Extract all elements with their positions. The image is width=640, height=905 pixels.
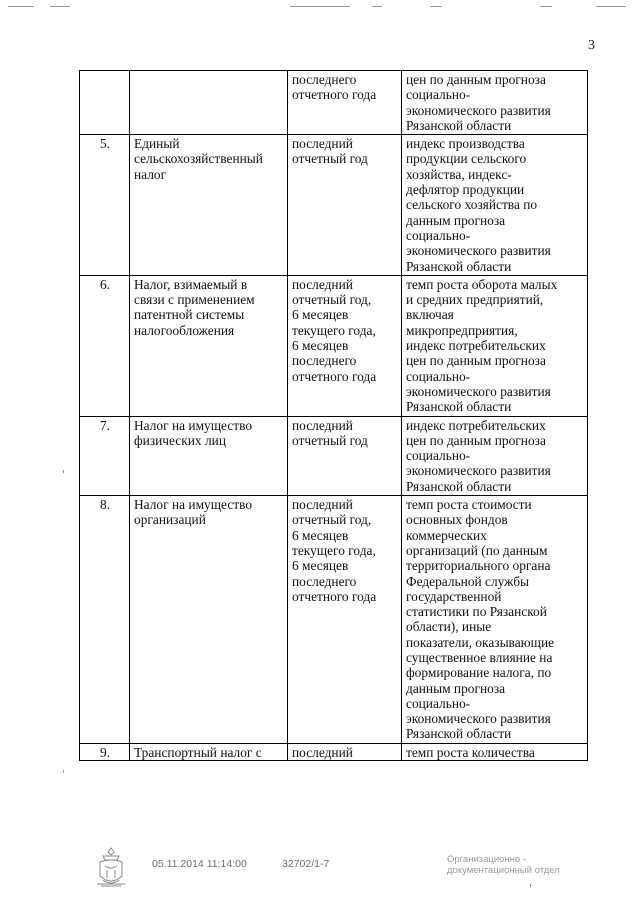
row-number-cell: 5.	[80, 135, 130, 276]
period-cell: последний отчетный год, 6 месяцев текущего года, 6 месяцев последнего отчетного года	[288, 275, 402, 416]
table-row	[80, 275, 588, 416]
row-number-cell: 8.	[80, 496, 130, 744]
table-row	[80, 496, 588, 744]
table-row	[80, 71, 588, 135]
period-cell: последний отчетный год	[288, 135, 402, 276]
department-stamp-line: Организационно -	[447, 854, 527, 865]
period-cell: последний отчетный год, 6 месяцев текущего года, 6 месяцев последнего отчетного года	[288, 496, 402, 744]
period-cell: последнего отчетного года	[288, 71, 402, 135]
scan-header-marks	[0, 6, 640, 12]
indicator-cell: темп роста стоимости основных фондов коммерческих организаций (по данным территориального органа Федеральной службы государственной статистики по Рязанской области), иные показатели, оказывающие существенное влияние на формирование налога, по данным прогноза социально- экономического развития Рязанской области	[402, 496, 588, 744]
department-stamp	[447, 854, 587, 876]
tax-name-cell: Единый сельскохозяйственный налог	[130, 135, 288, 276]
row-number-cell: 6.	[80, 275, 130, 416]
department-stamp-line: документационный отдел	[447, 865, 560, 876]
indicator-cell: цен по данным прогноза социально- экономического развития Рязанской области	[402, 71, 588, 135]
row-number-cell: 9.	[80, 743, 130, 760]
period-cell: последний	[288, 743, 402, 760]
registration-code: 32702/1-7	[282, 858, 330, 870]
tax-name-cell	[130, 71, 288, 135]
table-row	[80, 416, 588, 495]
table-row	[80, 743, 588, 760]
tax-indicators-table	[79, 70, 588, 761]
tax-name-cell: Налог на имущество организаций	[130, 496, 288, 744]
scan-margin-mark	[530, 884, 531, 887]
registration-datetime: 05.11.2014 11:14:00	[152, 858, 247, 870]
scan-margin-mark	[63, 470, 64, 473]
indicator-cell: индекс производства продукции сельского хозяйства, индекс- дефлятор продукции сельского хозяйства по данным прогноза социально- экономического развития Рязанской области	[402, 135, 588, 276]
indicator-cell: темп роста количества	[402, 743, 588, 760]
tax-name-cell: Транспортный налог с	[130, 743, 288, 760]
tax-name-cell: Налог на имущество физических лиц	[130, 416, 288, 495]
scan-margin-mark	[63, 770, 64, 773]
period-cell: последний отчетный год	[288, 416, 402, 495]
indicator-cell: темп роста оборота малых и средних предприятий, включая микропредприятия, индекс потребительских цен по данным прогноза социально- экономического развития Рязанской области	[402, 275, 588, 416]
coat-of-arms-logo-icon	[93, 846, 129, 890]
row-number-cell: 7.	[80, 416, 130, 495]
tax-name-cell: Налог, взимаемый в связи с применением патентной системы налогообложения	[130, 275, 288, 416]
page-number: 3	[588, 38, 595, 53]
row-number-cell	[80, 71, 130, 135]
table-row	[80, 135, 588, 276]
indicator-cell: индекс потребительских цен по данным прогноза социально- экономического развития Рязанской области	[402, 416, 588, 495]
